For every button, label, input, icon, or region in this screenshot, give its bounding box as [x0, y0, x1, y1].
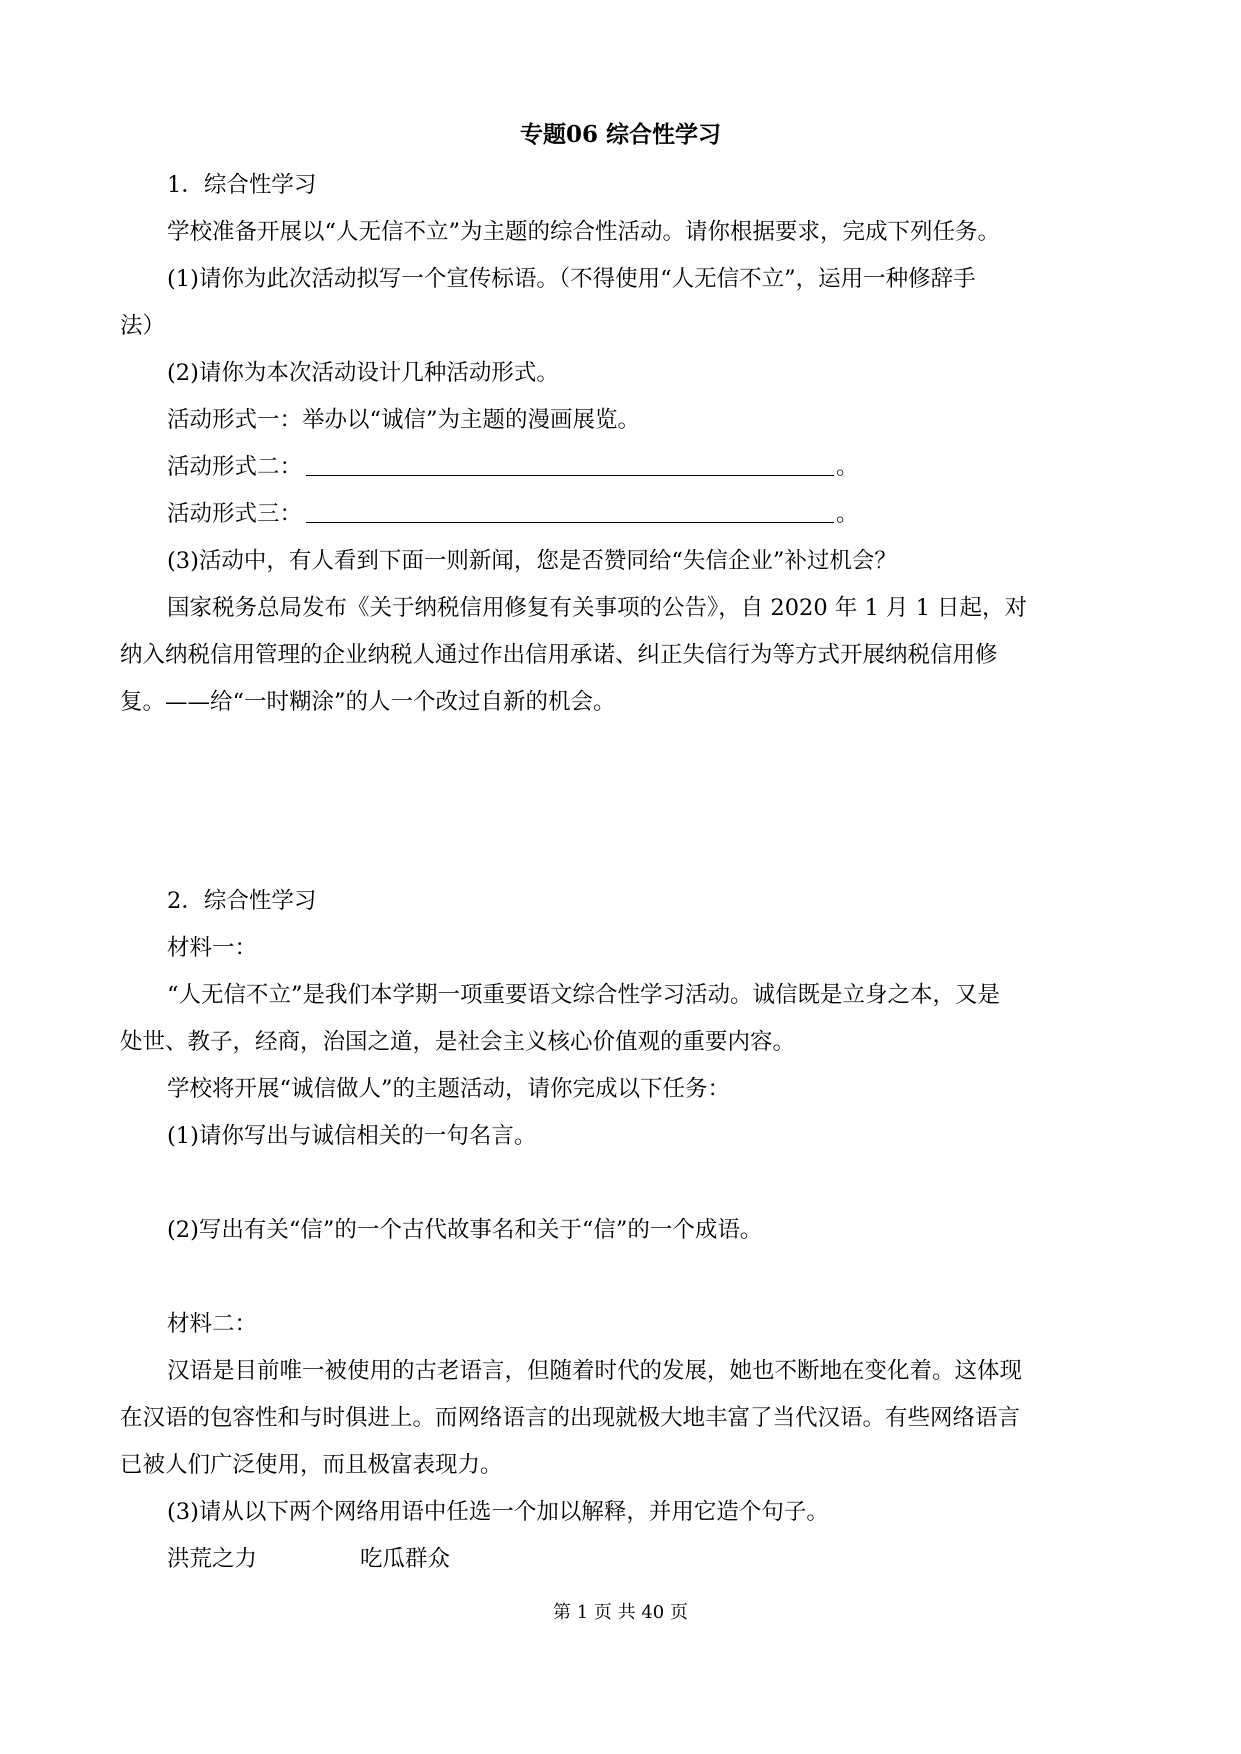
q2-material2-line3: 已被人们广泛使用，而且极富表现力。 [120, 1452, 503, 1478]
form3-period: 。 [836, 501, 859, 527]
answer-space [120, 726, 1123, 878]
q1-activity-form-2 [120, 444, 1123, 491]
q2-options [120, 1536, 1123, 1583]
q1-part3: (3)活动中，有人看到下面一则新闻，您是否赞同给“失信企业”补过机会？ [167, 548, 897, 574]
q2-material1-label: 材料一： [167, 935, 258, 961]
form3-answer-blank[interactable] [306, 496, 834, 523]
q1-activity-form-1: 活动形式一：举办以“诚信”为主题的漫画展览。 [167, 407, 641, 433]
q2-material2-line1: 汉语是目前唯一被使用的古老语言，但随着时代的发展，她也不断地在变化着。这体现 [167, 1358, 1023, 1384]
q2-task3: (3)请从以下两个网络用语中任选一个加以解释，并用它造个句子。 [167, 1499, 829, 1525]
q1-part2: (2)请你为本次活动设计几种活动形式。 [167, 360, 559, 386]
answer-space [120, 1254, 1123, 1301]
q2-material1-line1: “人无信不立”是我们本学期一项重要语文综合性学习活动。诚信既是立身之本，又是 [167, 982, 1001, 1008]
form3-label: 活动形式三： [167, 501, 303, 527]
q2-material2-label: 材料二： [167, 1311, 258, 1337]
q1-activity-form-3 [120, 491, 1123, 538]
form2-answer-blank[interactable] [306, 449, 834, 476]
q1-news-line3: 复。——给“一时糊涂”的人一个改过自新的机会。 [120, 689, 616, 715]
q1-news-line2: 纳入纳税信用管理的企业纳税人通过作出信用承诺、纠正失信行为等方式开展纳税信用修 [120, 642, 998, 668]
option-b: 吃瓜群众 [360, 1546, 451, 1572]
q2-task2: (2)写出有关“信”的一个古代故事名和关于“信”的一个成语。 [167, 1217, 763, 1243]
answer-space [120, 1160, 1123, 1207]
form2-period: 。 [836, 454, 859, 480]
q1-part1-line1: (1)请你为此次活动拟写一个宣传标语。（不得使用“人无信不立”，运用一种修辞手 [167, 266, 976, 292]
option-a: 洪荒之力 [167, 1546, 258, 1572]
page-title: 专题06 综合性学习 [519, 121, 721, 148]
q2-heading: 2．综合性学习 [167, 888, 317, 914]
form2-label: 活动形式二： [167, 454, 303, 480]
document-body [120, 162, 1123, 1583]
q2-task-intro: 学校将开展“诚信做人”的主题活动，请你完成以下任务： [167, 1076, 731, 1102]
page-footer: 第 1 页 共 40 页 [553, 1602, 688, 1623]
q2-task1: (1)请你写出与诚信相关的一句名言。 [167, 1123, 537, 1149]
q1-news-line1: 国家税务总局发布《关于纳税信用修复有关事项的公告》，自 2020 年 1 月 1 日起，对 [167, 595, 1028, 621]
q1-intro: 学校准备开展以“人无信不立”为主题的综合性活动。请你根据要求，完成下列任务。 [167, 219, 1001, 245]
q1-part1-line2: 法） [120, 313, 166, 339]
q2-material1-line2: 处世、教子，经商，治国之道，是社会主义核心价值观的重要内容。 [120, 1029, 796, 1055]
q1-heading: 1．综合性学习 [167, 172, 317, 198]
q2-material2-line2: 在汉语的包容性和与时俱进上。而网络语言的出现就极大地丰富了当代汉语。有些网络语言 [120, 1405, 1021, 1431]
